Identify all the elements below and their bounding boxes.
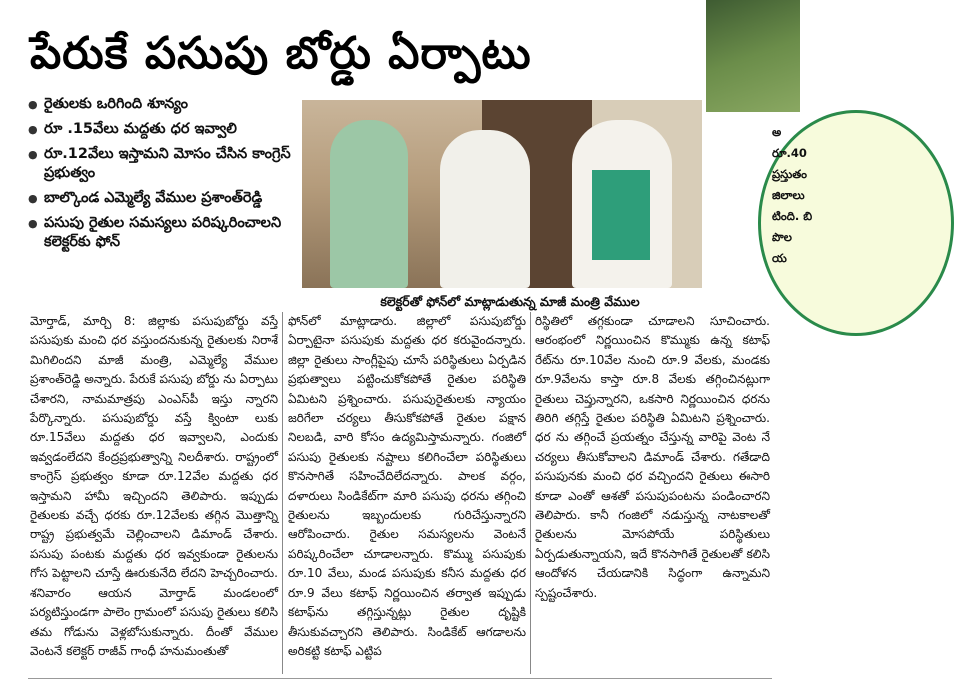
photo-person-center — [440, 130, 530, 288]
article-column-1: మోర్తాడ్, మార్చి 8: జిల్లాకు పసుపుబోర్డు వస్తే పసుపుకు మంచి ధర వస్తుందనుకున్న రైతులకు నిరాశే మిగిలిందని మాజీ మంత్రి, ఎమ్మెల్యే వేముల ప్రశాంత్‌రెడ్డి అన్నారు. పేరుకే పసుపు బోర్డు ను ఏర్పాటు చేశారని, నామమాత్రపు ఎంఎస్‌పీ ఇస్తు న్నారని పేర్కొన్నారు. పసుపుబోర్డు వస్తే క్వింటా లుకు రూ.15వేలు మద్దతు ధర ఇవ్వాలని, ఎందుకు ఇవ్వడంలేదని కేంద్రప్రభుత్వాన్ని నిలదీశారు. రాష్ట్రంలో కాంగ్రెస్ ప్రభుత్వం కూడా రూ.12వేల మద్దతు ధర ఇస్తామని హామీ ఇచ్చిందని తెలిపారు. ఇప్పుడు రైతులకు వచ్చే ధరకు రూ.12వేలకు తగ్గిన మొత్తాన్ని రాష్ట్ర ప్రభుత్వమే చెల్లించాలని డిమాండ్ చేశారు. పసుపు పంటకు మద్దతు ధర ఇవ్వకుండా రైతులను గోస పెట్టాలని చూస్తే ఊరుకునేది లేదని హెచ్చరించారు. శనివారం ఆయన మోర్తాడ్ మండలంలో పర్యటిస్తుండగా పాలెం గ్రామంలో పసుపు రైతులు కలిసి తమ గోడును వెళ్లబోసుకున్నారు. దీంతో వేముల వెంటనే కలెక్టర్ రాజీవ్ గాంధీ హనుమంతుతో — [30, 314, 278, 658]
highlight-item: ● పసుపు రైతుల సమస్యలు పరిష్కరించాలని కలెక్టర్‌కు ఫోన్ — [28, 214, 296, 252]
side-text-line: రూ.40 — [772, 146, 807, 160]
side-text-line: య — [772, 251, 787, 265]
article-column-3: రిస్థితిలో తగ్గకుండా చూడాలని సూచించారు. ఆరంభంలో నిర్ణయించిన కొమ్ముకు ఉన్న కటాఫ్ రేట్‌ను రూ.10వేల నుంచి రూ.9 వేలకు, మండకు రూ.9వేలను కాస్తా రూ.8 వేలకు తగ్గించినట్లుగా రైతులు చెప్తున్నారని, ఒకసారి నిర్ణయించిన ధరను తిరిగి తగ్గిస్తే రైతుల పరిస్థితి ఏమిటని ప్రశ్నించారు. ధర ను తగ్గించే ప్రయత్నం చేస్తున్న వారిపై వెంట నే చర్యలు తీసుకోవాలని డిమాండ్ చేశారు. గతేడాది పసుపునకు మంచి ధర వచ్చిందని రైతులు ఈసారి కూడా ఎంతో ఆశతో పసుపుపంటను పండించారని తెలిపారు. కానీ గంజిలో నడుస్తున్న నాటకాలతో రైతులను మోసపోయే పరిస్థితులు ఏర్పడుతున్నాయని, ఇదే కొనసాగితే రైతులతో కలిసి ఆందోళన చేయడానికి సిద్ధంగా ఉన్నామని స్పష్టంచేశారు. — [535, 314, 770, 600]
photo-green-scarf — [592, 170, 650, 260]
side-text-line: అ — [772, 125, 782, 139]
highlight-item: ● రూ.12వేలు ఇస్తామని మోసం చేసిన కాంగ్రెస్ ప్రభుత్వం — [28, 145, 296, 183]
side-article-photo — [706, 0, 800, 112]
highlights-list — [28, 95, 296, 258]
highlight-item: ● రైతులకు ఒరిగింది శూన్యం — [28, 95, 296, 114]
highlight-item: ● బాల్కొండ ఎమ్మెల్యే వేముల ప్రశాంత్‌రెడ్డి — [28, 189, 296, 208]
side-text-line: ప్రస్తుతం — [772, 167, 808, 181]
bottom-rule — [28, 678, 772, 679]
column-divider — [530, 312, 531, 674]
article-column-2: ఫోన్‌లో మాట్లాడారు. జిల్లాలో పసుపుబోర్డు ఏర్పాటైనా పసుపుకు మద్దతు ధర కరువైందన్నారు. జిల్లా రైతులు సాంగ్లీపైపు చూసే పరిస్థితులు ఏర్పడిన ప్రభుత్వాలు పట్టించుకోకపోతే రైతుల పరిస్థితి ఏమిటని ప్రశ్నించారు. పసుపురైతులకు న్యాయం జరిగేలా చర్యలు తీసుకోకపోతే రైతుల పక్షాన నిలబడి, వారి కోసం ఉద్యమిస్తామన్నారు. గంజిలో పసుపు రైతులకు నష్టాలు కలిగించేలా పరిస్థితులు కొనసాగితే సహించేదిలేదన్నారు. పాలక వర్గం, దళారులు సిండికేట్‌గా మారి పసుపు ధరను తగ్గించి రైతులను ఇబ్బందులకు గురిచేస్తున్నారని ఆరోపించారు. రైతుల సమస్యలను వెంటనే పరిష్కరించేలా చూడాలన్నారు. కొమ్ము పసుపుకు రూ.10 వేలు, మండ పసుపుకు కనీస మద్దతు ధర రూ.9 వేలు కటాఫ్ నిర్ణయించిన తర్వాత ఇప్పుడు కటాఫ్‌ను తగ్గిస్తున్నట్లు రైతుల దృష్టికి తీసుకువచ్చారని తెలిపారు. సిండికేట్ ఆగడాలను అరికట్టి కటాఫ్ ఎట్టిప — [288, 314, 526, 658]
headline: పేరుకే పసుపు బోర్డు ఏర్పాటు — [30, 28, 532, 79]
side-text-line: టింది. బి — [772, 209, 813, 223]
highlight-item: ● రూ .15వేలు మద్దతు ధర ఇవ్వాలి — [28, 120, 296, 139]
photo-person-left — [330, 120, 408, 288]
column-divider — [282, 312, 283, 674]
side-article-text — [772, 122, 813, 269]
photo-caption: కలెక్టర్‌తో ఫోన్‌లో మాట్లాడుతున్న మాజీ మంత్రి వేముల — [380, 294, 640, 309]
side-text-line: జిలాలు — [772, 188, 805, 202]
side-text-line: పొల — [772, 230, 792, 244]
news-photo — [302, 100, 702, 288]
